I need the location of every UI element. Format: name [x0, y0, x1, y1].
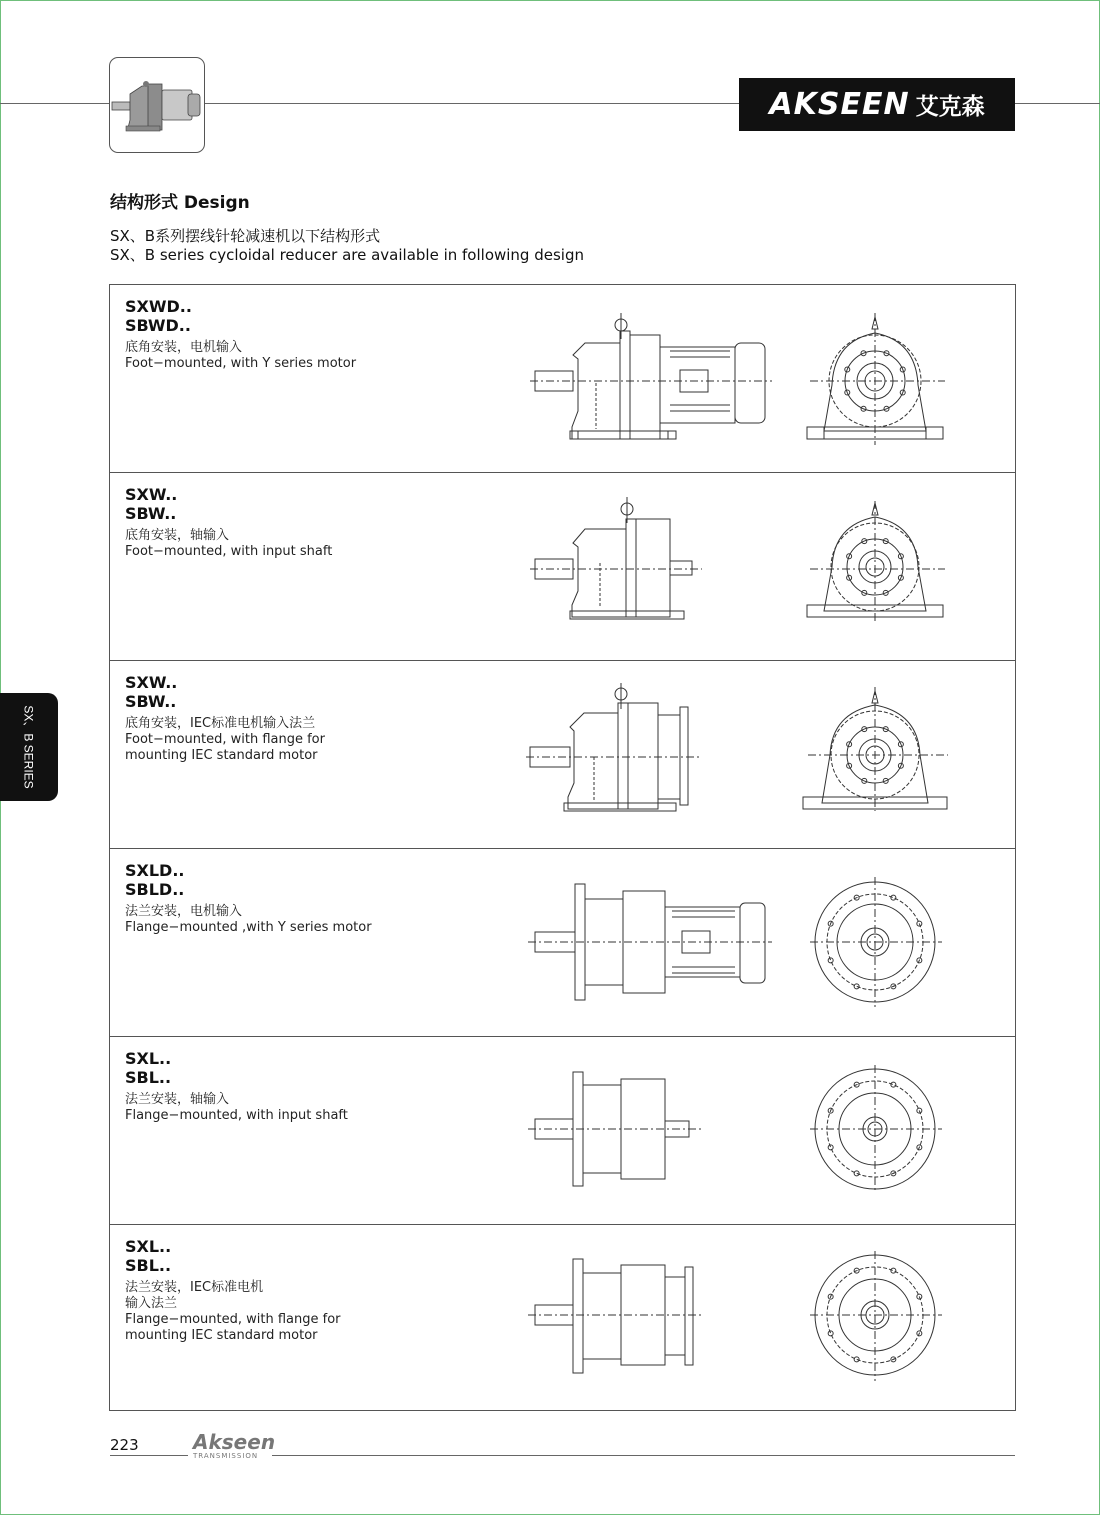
model-code: SXW.. [125, 485, 178, 504]
description-cn: 法兰安装，电机输入 [125, 904, 243, 919]
header-rule-middle [204, 103, 739, 104]
brand-logo [739, 78, 1015, 131]
end-view-drawing [110, 1225, 1015, 1412]
header-rule-left [0, 103, 109, 104]
series-side-tab-label: SX、B SERIES [21, 705, 36, 789]
design-row [110, 285, 1015, 473]
footer-logo-subtext: TRANSMISSION [193, 1452, 259, 1460]
model-code: SXL.. [125, 1049, 172, 1068]
model-code: SBW.. [125, 692, 177, 711]
section-title: 结构形式 Design [110, 193, 250, 213]
product-thumbnail [109, 57, 205, 153]
brand-name-cn: 艾克森 [915, 94, 985, 120]
description-en: Foot−mounted, with flange for mounting IEC standard motor [125, 732, 325, 763]
description-cn: 法兰安装，轴输入 [125, 1092, 230, 1107]
brand-name-en: AKSEEN [769, 87, 910, 122]
end-view-drawing [110, 285, 1015, 472]
description-en: Flange−mounted, with input shaft [125, 1108, 348, 1123]
design-row [110, 849, 1015, 1037]
footer-logo-text: Akseen [193, 1430, 276, 1454]
bolt-hole [854, 1171, 859, 1176]
header-rule-right [1015, 103, 1100, 104]
design-row [110, 1225, 1015, 1412]
bolt-hole [891, 1268, 896, 1273]
intro-text-cn: SX、B系列摆线针轮减速机以下结构形式 [110, 227, 381, 245]
description-cn: 底角安装，电机输入 [125, 340, 243, 355]
model-code: SXLD.. [125, 861, 185, 880]
end-view-drawing [110, 849, 1015, 1036]
model-code: SBW.. [125, 504, 177, 523]
bolt-hole [828, 958, 833, 963]
gear-motor-icon [110, 58, 204, 152]
bolt-hole [854, 984, 859, 989]
model-code: SXWD.. [125, 297, 192, 316]
end-view-drawing [110, 1037, 1015, 1224]
design-row [110, 1037, 1015, 1225]
model-code: SXW.. [125, 673, 178, 692]
description-en: Foot−mounted, with input shaft [125, 544, 333, 559]
description-en: Foot−mounted, with Y series motor [125, 356, 357, 371]
intro-text-en: SX、B series cycloidal reducer are available in following design [110, 246, 584, 264]
design-table [109, 284, 1016, 1411]
description-cn: 底角安装，IEC标准电机输入法兰 [125, 716, 316, 731]
description-en: Flange−mounted, with flange for mounting IEC standard motor [125, 1312, 341, 1343]
footer-logo [193, 1432, 275, 1460]
end-view-drawing [110, 473, 1015, 660]
footer-rule-left [110, 1455, 188, 1456]
bolt-hole [891, 895, 896, 900]
model-code: SBL.. [125, 1256, 172, 1275]
model-code: SBLD.. [125, 880, 185, 899]
design-row [110, 473, 1015, 661]
description-cn: 法兰安装，IEC标准电机输入法兰 [125, 1280, 264, 1311]
description-cn: 底角安装，轴输入 [125, 528, 230, 543]
bolt-hole [854, 1357, 859, 1362]
footer-rule-right [272, 1455, 1015, 1456]
series-side-tab [0, 693, 58, 801]
model-code: SBL.. [125, 1068, 172, 1087]
model-code: SBWD.. [125, 316, 191, 335]
design-row [110, 661, 1015, 849]
model-code: SXL.. [125, 1237, 172, 1256]
bolt-hole [891, 1082, 896, 1087]
page-number: 223 [110, 1436, 139, 1454]
bolt-hole [828, 1145, 833, 1150]
description-en: Flange−mounted ,with Y series motor [125, 920, 372, 935]
bolt-hole [828, 1331, 833, 1336]
end-view-drawing [110, 661, 1015, 848]
